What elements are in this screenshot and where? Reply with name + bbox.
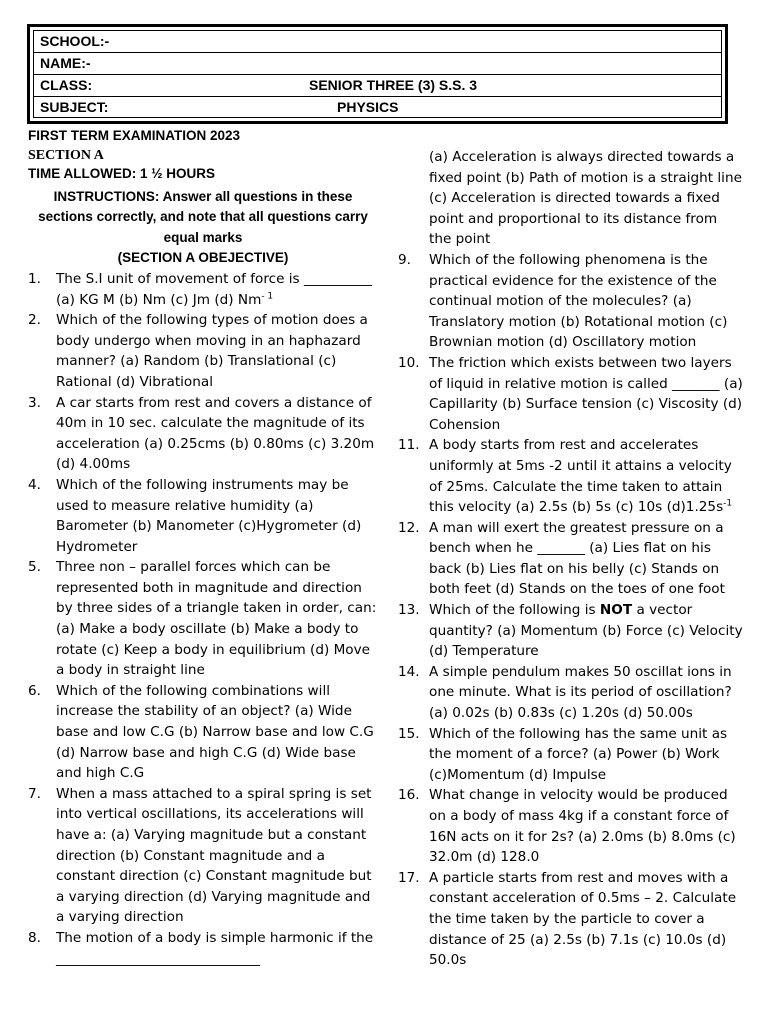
- question-text: A man will exert the greatest pressure on a bench when he _______ (a) Lies flat on his back (b) Lies flat on his belly (c) Stands on both feet (d) Stands on the toes of one foot: [429, 519, 725, 598]
- superscript: - 1: [261, 291, 274, 302]
- question-number: 8.: [28, 929, 41, 946]
- header-inner-border: [33, 30, 722, 118]
- section-label: SECTION A: [28, 147, 104, 163]
- header-table: [27, 24, 728, 124]
- question-number: 6.: [28, 682, 41, 699]
- question-number: 5.: [28, 559, 41, 576]
- name-label: NAME:-: [40, 55, 91, 71]
- question-16: [398, 785, 743, 867]
- question-number: 4.: [28, 476, 41, 493]
- question-text: Which of the following has the same unit as the moment of a force? (a) Power (b) Work (c)Momentum (d) Impulse: [429, 725, 728, 783]
- subject-row: [34, 97, 721, 118]
- right-column: [398, 147, 743, 971]
- class-value: SENIOR THREE (3) S.S. 3: [309, 77, 478, 93]
- question-number: 10.: [398, 354, 420, 371]
- section-heading: (SECTION A OBEJECTIVE): [117, 250, 289, 266]
- question-3: [28, 393, 378, 475]
- class-row: [34, 75, 721, 97]
- question-text: Which of the following combinations will increase the stability of an object? (a) Wide base and low C.G (b) Narrow base and low C.G (d) Narrow base and high C.G (d) Wide base and high C.G: [56, 682, 374, 782]
- left-column: [28, 126, 378, 969]
- question-5: [28, 557, 378, 681]
- question-number: 11.: [398, 437, 420, 454]
- superscript: -1: [723, 498, 733, 509]
- question-text: What change in velocity would be produced on a body of mass 4kg if a constant force of 16N acts on it for 2s? (a) 2.0ms (b) 8.0ms (c) 32.0m (d) 128.0: [429, 787, 736, 866]
- question-text: Which of the following phenomena is the practical evidence for the existence of the continual motion of the molecules? (a) Translatory motion (b) Rotational motion (c) Brownian motion (d) Oscillatory motion: [429, 251, 728, 351]
- question-7: [28, 784, 378, 928]
- question-9: [398, 250, 743, 353]
- school-label: SCHOOL:-: [40, 33, 110, 49]
- question-text: The motion of a body is simple harmonic if the ______________________________: [56, 929, 374, 967]
- question-15: [398, 724, 743, 786]
- question-10: [398, 353, 743, 435]
- question-text: A car starts from rest and covers a distance of 40m in 10 sec. calculate the magnitude of its acceleration (a) 0.25cms (b) 0.80ms (c) 3.20m (d) 4.00ms: [56, 394, 375, 473]
- question-11: [398, 435, 743, 517]
- question-number: 13.: [398, 602, 420, 619]
- question-17: [398, 868, 743, 971]
- question-text: The S.I unit of movement of force is __________ (a) KG M (b) Nm (c) Jm (d) Nm: [56, 270, 372, 308]
- question-number: 17.: [398, 869, 420, 886]
- question-number: 14.: [398, 663, 420, 680]
- question-number: 15.: [398, 725, 420, 742]
- question-text: Three non – parallel forces which can be represented both in magnitude and direction by three sides of a triangle taken in order, can: (a) Make a body oscillate (b) Make a body to rotate (c) Keep a body in equilibrium (d) Move a body in straight line: [56, 559, 377, 679]
- subject-label: SUBJECT:: [40, 99, 109, 115]
- question-8-options: (a) Acceleration is always directed towards a fixed point (b) Path of motion is a straight line (c) Acceleration is directed towards a fixed point and proportional to its distance from the point: [429, 149, 742, 248]
- question-text: A simple pendulum makes 50 oscillat ions in one minute. What is its period of oscillation? (a) 0.02s (b) 0.83s (c) 1.20s (d) 50.00s: [429, 663, 732, 722]
- question-number: 12.: [398, 519, 420, 536]
- question-emphasis: NOT: [599, 602, 633, 619]
- question-6: [28, 681, 378, 784]
- question-number: 7.: [28, 785, 41, 802]
- exam-title: FIRST TERM EXAMINATION 2023: [28, 128, 241, 143]
- question-text-before: Which of the following is: [429, 602, 600, 619]
- question-1: [28, 269, 378, 310]
- time-allowed: TIME ALLOWED: 1 ½ HOURS: [28, 165, 216, 181]
- question-number: 3.: [28, 394, 41, 411]
- question-12: [398, 518, 743, 600]
- question-2: [28, 310, 378, 392]
- question-text: A body starts from rest and accelerates uniformly at 5ms -2 until it attains a velocity of 25ms. Calculate the time taken to attain this velocity (a) 2.5s (b) 5s (c) 10s (d)1.25s: [429, 437, 732, 516]
- question-4: [28, 475, 378, 557]
- question-text: A particle starts from rest and moves with a constant acceleration of 0.5ms – 2. Calculate the time taken by the particle to cover a distance of 25 (a) 2.5s (b) 7.1s (c) 10.0s (d) 50.0s: [429, 869, 737, 969]
- question-text: The friction which exists between two layers of liquid in relative motion is called _______ (a) Capillarity (b) Surface tension (c) Viscosity (d) Cohension: [429, 354, 743, 433]
- instructions: INSTRUCTIONS: Answer all questions in these sections correctly, and note that all questions carry equal marks: [38, 188, 368, 245]
- question-8: [28, 928, 378, 969]
- class-label: CLASS:: [40, 77, 93, 93]
- question-number: 1.: [28, 270, 41, 287]
- name-row: [34, 53, 721, 75]
- question-text-after: a vector quantity? (a) Momentum (b) Force (c) Velocity (d) Temperature: [429, 602, 743, 660]
- question-number: 2.: [28, 312, 41, 329]
- subject-value: PHYSICS: [337, 99, 399, 115]
- question-number: 9.: [398, 251, 411, 268]
- question-14: [398, 662, 743, 724]
- school-row: [34, 31, 721, 53]
- question-number: 16.: [398, 787, 420, 804]
- question-13: [398, 600, 743, 662]
- question-text: Which of the following instruments may be used to measure relative humidity (a) Barometer (b) Manometer (c)Hygrometer (d) Hydrometer: [56, 476, 362, 555]
- question-text: When a mass attached to a spiral spring is set into vertical oscillations, its accelerations will have a: (a) Varying magnitude but a constant direction (b) Constant magnitude and a constant direction (c) Constant magnitude but a varying direction (d) Varying magnitude and a varying direction: [56, 785, 372, 926]
- question-text: Which of the following types of motion does a body undergo when moving in an haphazard manner? (a) Random (b) Translational (c) Rational (d) Vibrational: [56, 312, 368, 390]
